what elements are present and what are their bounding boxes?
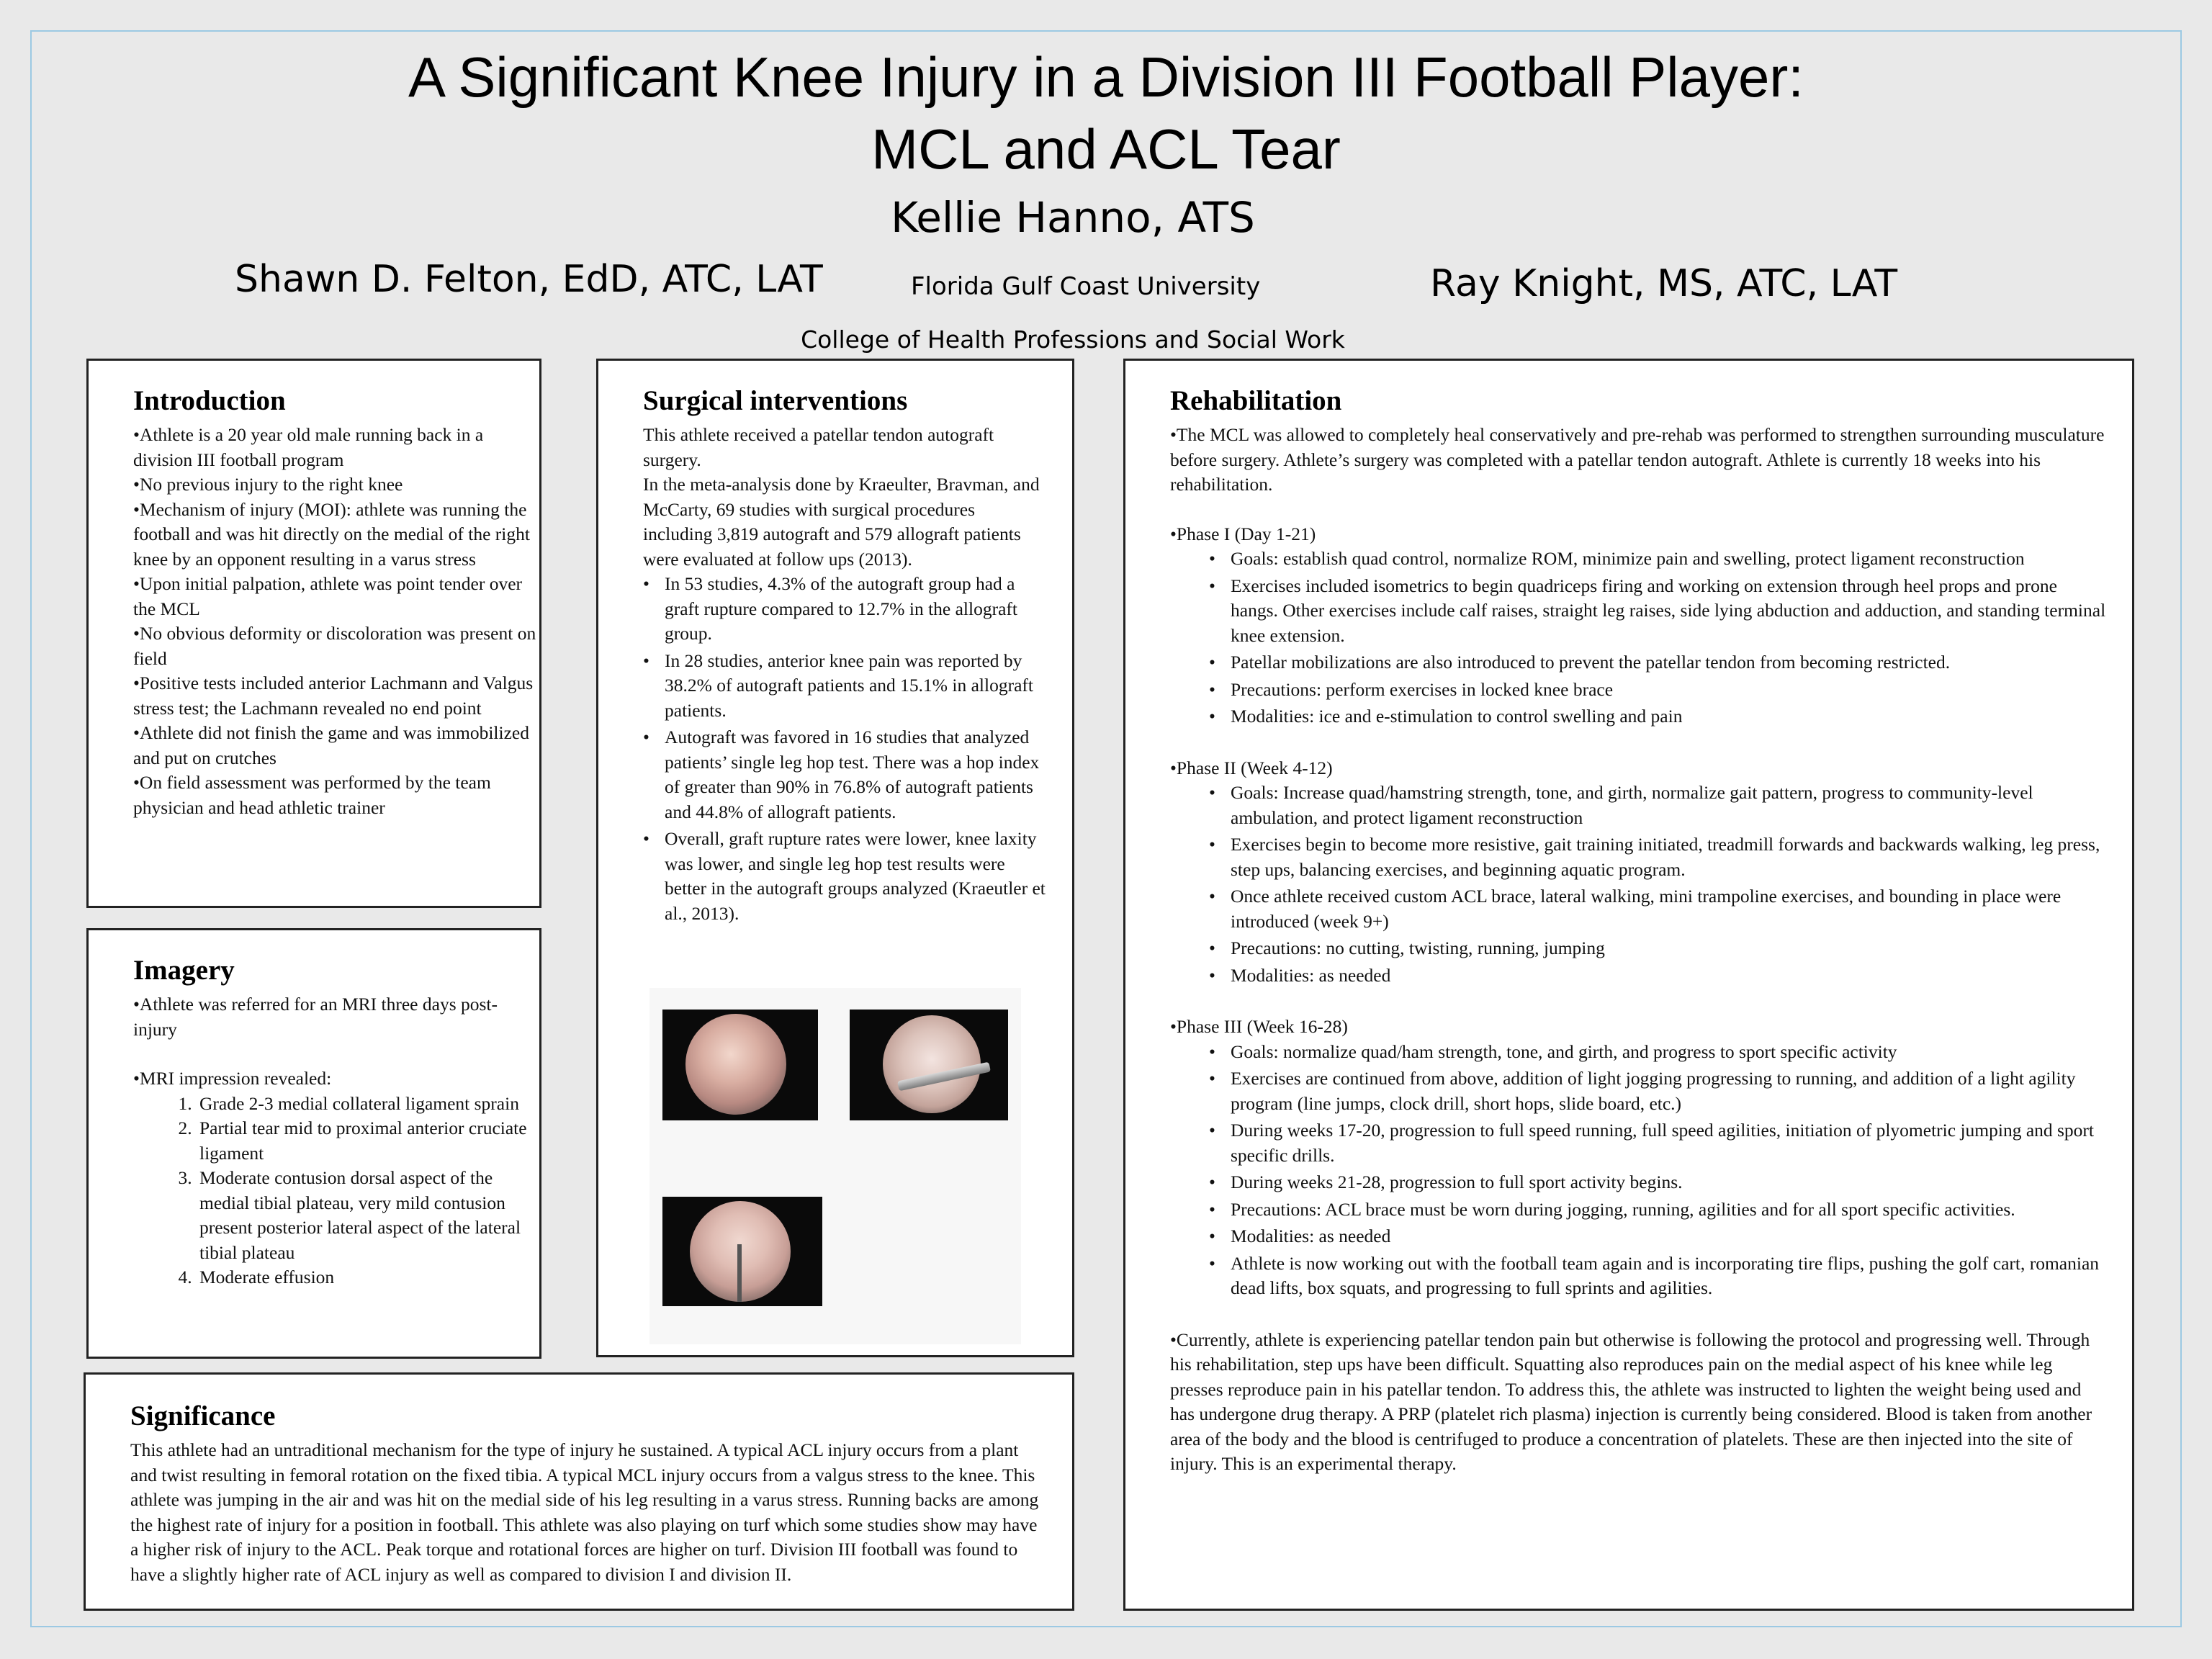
- phase-item: • Athlete is now working out with the football team again and is incorporating tire flips, pushing the golf cart, romanian dead lifts, box squats, and progressing to full sprints and agilities.: [1231, 1251, 2106, 1301]
- imagery-intro: •Athlete was referred for an MRI three days post-injury: [133, 994, 498, 1040]
- arthroscopy-image: [662, 1010, 818, 1120]
- phase-item: • Precautions: no cutting, twisting, running, jumping: [1231, 936, 2106, 961]
- introduction-panel: [86, 359, 541, 908]
- surgical-bullet: • In 28 studies, anterior knee pain was reported by 38.2% of autograft patients and 15.1% in allograft patients.: [665, 649, 1046, 724]
- intro-item: •No previous injury to the right knee: [133, 474, 403, 495]
- rehab-intro: •The MCL was allowed to completely heal conservatively and pre-rehab was performed to strengthen surrounding musculature before surgery. Athlete’s surgery was completed with a patellar tendon autograft. Athlete is currently 18 weeks into his rehabilitation.: [1170, 424, 2105, 495]
- surgical-bullets: [643, 572, 1046, 926]
- phase-item: • Goals: establish quad control, normalize ROM, minimize pain and swelling, protect ligament reconstruction: [1231, 547, 2106, 572]
- phase-item: • Exercises included isometrics to begin quadriceps firing and working on extension through heel props and prone hangs. Other exercises include calf raises, straight leg raises, side lying abduction and adduction, and standing terminal knee extension.: [1231, 574, 2106, 649]
- surgical-bullet: • Overall, graft rupture rates were lower, knee laxity was lower, and single leg hop test results were better in the autograft groups analyzed (Kraeutler et al., 2013).: [665, 827, 1046, 926]
- mri-finding: 2. Partial tear mid to proximal anterior cruciate ligament: [197, 1116, 536, 1166]
- mri-finding: 4. Moderate effusion: [197, 1265, 536, 1290]
- arthroscopy-image: [662, 1197, 822, 1306]
- university-name: Florida Gulf Coast University: [911, 272, 1261, 301]
- college-name: College of Health Professions and Social Work: [801, 325, 1345, 354]
- author-right: Ray Knight, MS, ATC, LAT: [1430, 262, 1898, 305]
- imagery-heading: Imagery: [133, 955, 235, 986]
- rehabilitation-panel: [1123, 359, 2134, 1611]
- phase-item: • Goals: normalize quad/ham strength, tone, and girth, and progress to sport specific activity: [1231, 1040, 2106, 1065]
- poster-title-line1: A Significant Knee Injury in a Division III Football Player:: [408, 45, 1804, 109]
- surgical-bullet: • Autograft was favored in 16 studies that analyzed patients’ single leg hop test. There was a hop index of greater than 90% in 76.8% of autograft patients and 44.8% of allograft patients.: [665, 725, 1046, 824]
- introduction-heading: Introduction: [133, 385, 286, 416]
- phase-item: • During weeks 17-20, progression to full speed running, full speed agilities, initiation of plyometric jumping and sport specific drills.: [1231, 1118, 2106, 1168]
- significance-heading: Significance: [130, 1401, 276, 1431]
- rehabilitation-heading: Rehabilitation: [1170, 385, 1342, 416]
- imagery-panel: [86, 928, 541, 1359]
- significance-panel: [84, 1372, 1074, 1611]
- phase-item: • Precautions: ACL brace must be worn during jogging, running, agilities and for all sport specific activities.: [1231, 1197, 2106, 1223]
- mri-finding: 1. Grade 2-3 medial collateral ligament sprain: [197, 1092, 536, 1117]
- phase-item: • During weeks 21-28, progression to full sport activity begins.: [1231, 1170, 2106, 1195]
- phase-item: • Precautions: perform exercises in locked knee brace: [1231, 678, 2106, 703]
- phase1-list: [1170, 547, 2106, 729]
- arthroscopy-image: [850, 1010, 1008, 1120]
- intro-item: •Positive tests included anterior Lachmann and Valgus stress test; the Lachmann revealed no end point: [133, 673, 534, 719]
- mri-findings-list: [133, 1092, 536, 1290]
- intro-item: •Athlete did not finish the game and was immobilized and put on crutches: [133, 722, 529, 768]
- phase-item: • Modalities: as needed: [1231, 1224, 2106, 1249]
- intro-item: •No obvious deformity or discoloration was present on field: [133, 623, 536, 669]
- intro-item: •Mechanism of injury (MOI): athlete was running the football and was hit directly on the medial of the right knee by an opponent resulting in a varus stress: [133, 498, 530, 570]
- phase2-list: [1170, 781, 2106, 988]
- phase3-title: •Phase III (Week 16-28): [1170, 1016, 1348, 1037]
- phase1-title: •Phase I (Day 1-21): [1170, 523, 1316, 544]
- surgical-bullet: • In 53 studies, 4.3% of the autograft group had a graft rupture compared to 12.7% in the allograft group.: [665, 572, 1046, 647]
- surgical-paragraph: This athlete received a patellar tendon autograft surgery.: [643, 424, 994, 470]
- significance-text: This athlete had an untraditional mechanism for the type of injury he sustained. A typical ACL injury occurs from a plant and twist resulting in femoral rotation on the fixed tibia. A typical MCL injury occurs from a valgus stress to the knee. This athlete was jumping in the air and was hit on the medial side of his leg resulting in a varus stress. Running backs are among the highest rate of injury for a position in football. This athlete was also playing on turf which some studies show may have a higher risk of injury to the ACL. Peak torque and rotational forces are higher on turf. Division III football was found to have a slightly higher rate of ACL injury as well as compared to division I and division II.: [130, 1439, 1039, 1585]
- imagery-impression: •MRI impression revealed:: [133, 1068, 332, 1089]
- phase-item: • Once athlete received custom ACL brace, lateral walking, mini trampoline exercises, and bounding in place were introduced (week 9+): [1231, 884, 2106, 934]
- phase-item: • Modalities: ice and e-stimulation to control swelling and pain: [1231, 704, 2106, 729]
- student-author: Kellie Hanno, ATS: [891, 193, 1255, 242]
- intro-item: •Upon initial palpation, athlete was point tender over the MCL: [133, 573, 523, 619]
- surgical-paragraph: In the meta-analysis done by Kraeulter, Bravman, and McCarty, 69 studies with surgical procedures including 3,819 autograft and 579 allograft patients were evaluated at follow ups (2013).: [643, 474, 1040, 570]
- phase-item: • Goals: Increase quad/hamstring strength, tone, and girth, normalize gait pattern, progress to community-level ambulation, and protect ligament reconstruction: [1231, 781, 2106, 830]
- phase3-list: [1170, 1040, 2106, 1301]
- phase-item: • Patellar mobilizations are also introduced to prevent the patellar tendon from becoming restricted.: [1231, 650, 2106, 675]
- poster-title-line2: MCL and ACL Tear: [871, 117, 1341, 181]
- intro-item: •Athlete is a 20 year old male running back in a division III football program: [133, 424, 484, 470]
- phase-item: • Exercises begin to become more resistive, gait training initiated, treadmill forwards and backwards walking, leg press, step ups, balancing exercises, and beginning aquatic program.: [1231, 832, 2106, 882]
- author-left: Shawn D. Felton, EdD, ATC, LAT: [235, 258, 823, 301]
- rehab-current-status: •Currently, athlete is experiencing patellar tendon pain but otherwise is following the protocol and progressing well. Through his rehabilitation, step ups have been difficult. Squatting also reproduces pain on the medial aspect of his knee while leg presses reproduce pain in his patellar tendon. To address this, the athlete was instructed to lighten the weight being used and has undergone drug therapy. A PRP (platelet rich plasma) injection is currently being considered. Blood is taken from another area of the body and the blood is centrifuged to produce a concentration of platelets. These are then injected into the site of injury. This is an experimental therapy.: [1170, 1328, 2092, 1474]
- phase2-title: •Phase II (Week 4-12): [1170, 757, 1333, 778]
- arthroscopy-photos: [649, 988, 1021, 1344]
- phase-item: • Modalities: as needed: [1231, 963, 2106, 989]
- phase-item: • Exercises are continued from above, addition of light jogging progressing to running, and addition of a light agility program (line jumps, clock drill, short hops, slide board, etc.): [1231, 1066, 2106, 1116]
- mri-finding: 3. Moderate contusion dorsal aspect of the medial tibial plateau, very mild contusion present posterior lateral aspect of the lateral tibial plateau: [197, 1166, 536, 1265]
- intro-item: •On field assessment was performed by the team physician and head athletic trainer: [133, 772, 491, 818]
- surgical-heading: Surgical interventions: [643, 385, 908, 416]
